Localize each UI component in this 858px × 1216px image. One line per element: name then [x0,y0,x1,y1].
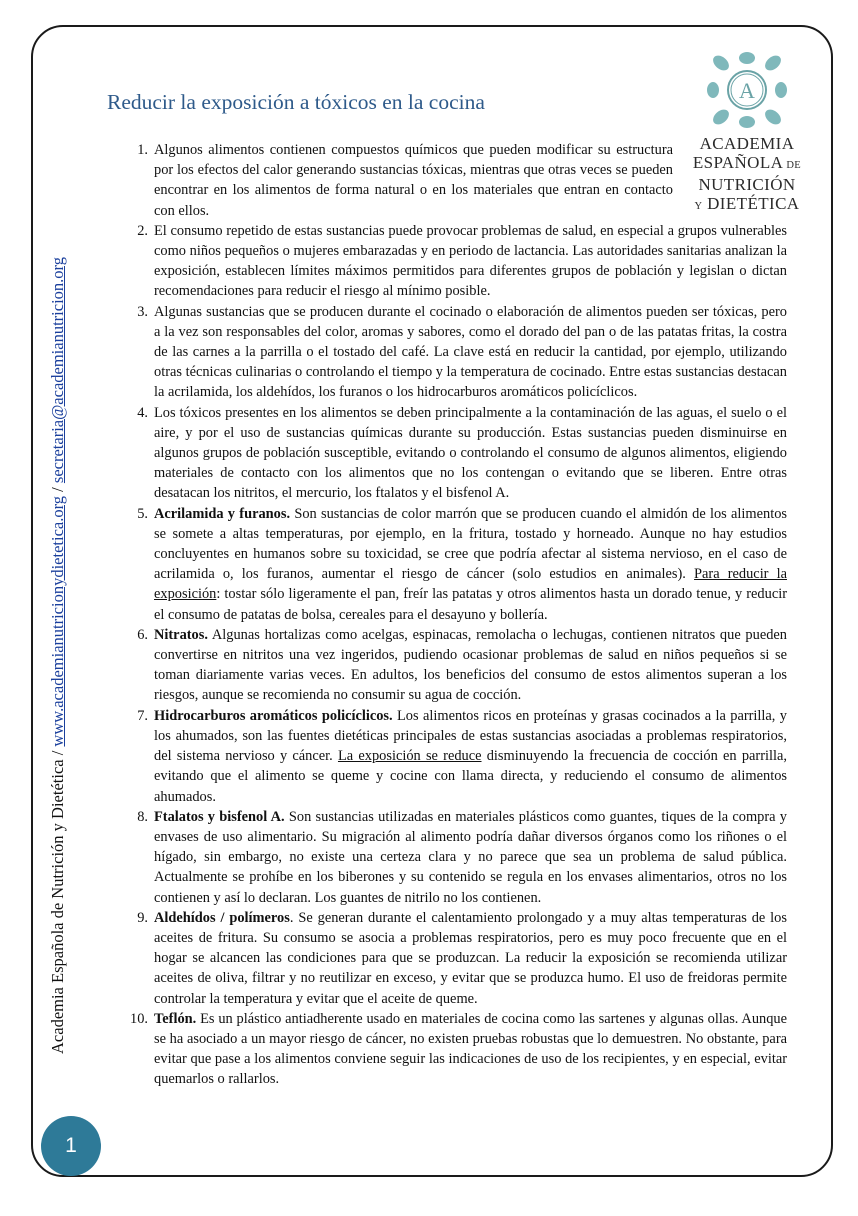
item-heading: Aldehídos / polímeros [154,909,290,926]
list-item [118,302,787,403]
item-emphasis: La exposición se reduce [337,748,482,765]
item-emphasis: Para reducir la exposición [154,566,787,603]
item-number: 10. [130,1010,148,1027]
org-name: Academia Española de Nutrición y Dietética / [48,750,67,1054]
item-text: El consumo repetido de estas sustancias puede provocar problemas de salud, en especial a grupos vulnerables como niños pequeños o mujeres embarazadas y en periodo de lactancia. Las autoridades sanitarias analizan la exposición, establecen límites máximos permitidos para diferentes grupos de población y legislan o dictan recomendaciones para reducir el riesgo al mínimo posible. [154,222,787,300]
item-number: 7. [137,707,148,724]
list-item [118,706,787,807]
item-number: 2. [137,222,148,239]
item-text: Algunos alimentos contienen compuestos químicos que pueden modificar su estructura por los efectos del calor generando sustancias tóxicas, mientras que otras veces se pueden encontrar en los alimentos de forma natural o en los materiales que entran en contacto con ellos. [154,142,673,219]
logo-line-4: DIETÉTICA [702,194,800,213]
logo-line-4-small: Y [694,201,703,212]
leaf-emblem-icon [706,50,788,130]
list-item [118,807,787,908]
item-number: 9. [137,909,148,926]
item-heading: Nitratos. [154,626,208,643]
item-heading: Hidrocarburos aromáticos policíclicos. [154,707,393,724]
list-item [118,403,787,504]
logo-line-3: NUTRICIÓN [698,175,796,194]
item-number: 1. [137,142,148,158]
item-number: 8. [137,808,148,825]
item-text: Hidrocarburos aromáticos policíclicos. Los alimentos ricos en proteínas y grasas cocinados a la parrilla, y los ahumados, son las fuentes dietéticas principales de estas sustancias asociadas a problemas respiratorios, del sistema nervioso y cáncer. La exposición se reduce disminuyendo la frecuencia de cocción en parrilla, evitando que el alimento se queme y cocine con llama directa, y reduciendo el consumo de alimentos ahumados. [154,707,787,805]
logo-line-2-small: DE [783,160,802,171]
recommendations-list [118,140,787,1090]
link-separator: / [48,483,67,496]
website-link[interactable]: www.academianutricionydietetica.org [48,495,67,747]
page-title: Reducir la exposición a tóxicos en la cocina [107,90,485,114]
page-number: 1 [65,1134,77,1157]
item-text: Acrilamida y furanos. Son sustancias de color marrón que se producen cuando el almidón de los alimentos se somete a altas temperaturas, por ejemplo, en la fritura, tostado y horneado. Aunque no hay estudios concluyentes en humanos sobre su toxicidad, se cree que podría afectar al sistema nervioso, en el caso de acrilamida o, los furanos, aumentar el riesgo de cáncer (solo estudios en animales). Para reducir la exposición: tostar sólo ligeramente el pan, freír las patatas y otros alimentos hasta un dorado tenue, y reducir el consumo de patatas de bolsa, cereales para el desayuno y bollería. [154,505,788,623]
list-item [118,140,787,221]
list-item [118,1009,787,1090]
item-heading: Ftalatos y bisfenol A. [154,808,285,825]
item-number: 5. [137,505,148,522]
item-heading: Acrilamida y furanos. [154,505,291,522]
page-number-badge [41,1116,101,1176]
list-item [118,908,787,1009]
item-text: Algunas sustancias que se producen durante el cocinado o elaboración de alimentos pueden ser tóxicas, pero a la vez son responsables del color, aromas y sabores, como el dorado del pan o de las patatas fritas, la costra de las carnes a la parrilla o el tostado del café. La clave está en reducir la cantidad, por ejemplo, utilizando otras técnicas culinarias o controlando el tiempo y la temperatura de cocinado. Entre estas sustancias destacan la acrilamida, los aldehídos, los furanos o los hidrocarburos aromáticos policíclicos. [154,303,787,401]
item-text: Teflón. Es un plástico antiadherente usado en materiales de cocina como las sartenes y algunas ollas. Aunque se ha asociado a un mayor riesgo de cáncer, no existen pruebas robustas que lo demuestren. No obstante, para evitar que pase a los alimentos conviene seguir las indicaciones de uso de los recipientes, y en especial, evitar quemarlos o rallarlos. [154,1010,787,1088]
item-number: 6. [137,626,148,643]
item-number: 4. [137,404,148,421]
item-text: Aldehídos / polímeros. Se generan durante el calentamiento prolongado y a muy altas temperaturas de los aceites de fritura. Su consumo se asocia a problemas respiratorios, pero es muy poco frecuente que en el hogar se alcancen las condiciones para que se produzcan. La reducir la exposición se recomienda utilizar aceites de oliva, filtrar y no reutilizar en exceso, y evitar que se produzca humo. El uso de freidoras permite controlar la temperatura y evitar que el aceite de queme. [154,909,787,1007]
sidebar-footer [46,134,70,1054]
item-text: Ftalatos y bisfenol A. Son sustancias utilizadas en materiales plásticos como guantes, tiques de la compra y envases de uso alimentario. Su migración al alimento podría dañar diversos órganos como los riñones o el hígado, sin embargo, no existe una certeza clara y no parece que sea un problema de salud pública. Actualmente se prohíbe en los biberones y su contenido se regula en los envases alimentarios, otros no los contienen y así lo declaran. Los guantes de nitrilo no los contienen. [154,808,787,906]
list-item [118,625,787,706]
logo-monogram: A [739,78,755,103]
email-link[interactable]: secretaria@academianutricion.org [48,257,67,484]
logo-line-1: ACADEMIA [699,134,795,153]
item-text: Los tóxicos presentes en los alimentos se deben principalmente a la contaminación de las aguas, el suelo o el aire, y por el uso de sustancias químicas durante su producción. Estas sustancias pueden disminuirse en algunos grupos de población susceptible, evitando o controlando el consumo de algunos alimentos, eligiendo materiales de contacto con los alimentos que no los contengan o evitando que se liberen. Entre otras desatacan los nitritos, el mercurio, los ftalatos y el bisfenol A. [154,404,787,502]
item-number: 3. [137,303,148,320]
list-item [118,504,787,625]
logo-line-2: ESPAÑOLA [692,153,784,172]
item-heading: Teflón. [154,1010,197,1027]
item-text: Nitratos. Algunas hortalizas como acelgas, espinacas, remolacha o lechugas, contienen nitratos que pueden convertirse en nitritos una vez ingeridos, pudiendo ocasionar problemas de salud en niños pequeños si se toman diariamente varias veces. En adultos, los beneficios del consumo de estos alimentos superan a los riesgos, aunque se recomienda no consumir su agua de cocción. [154,626,787,704]
list-item [118,221,787,302]
